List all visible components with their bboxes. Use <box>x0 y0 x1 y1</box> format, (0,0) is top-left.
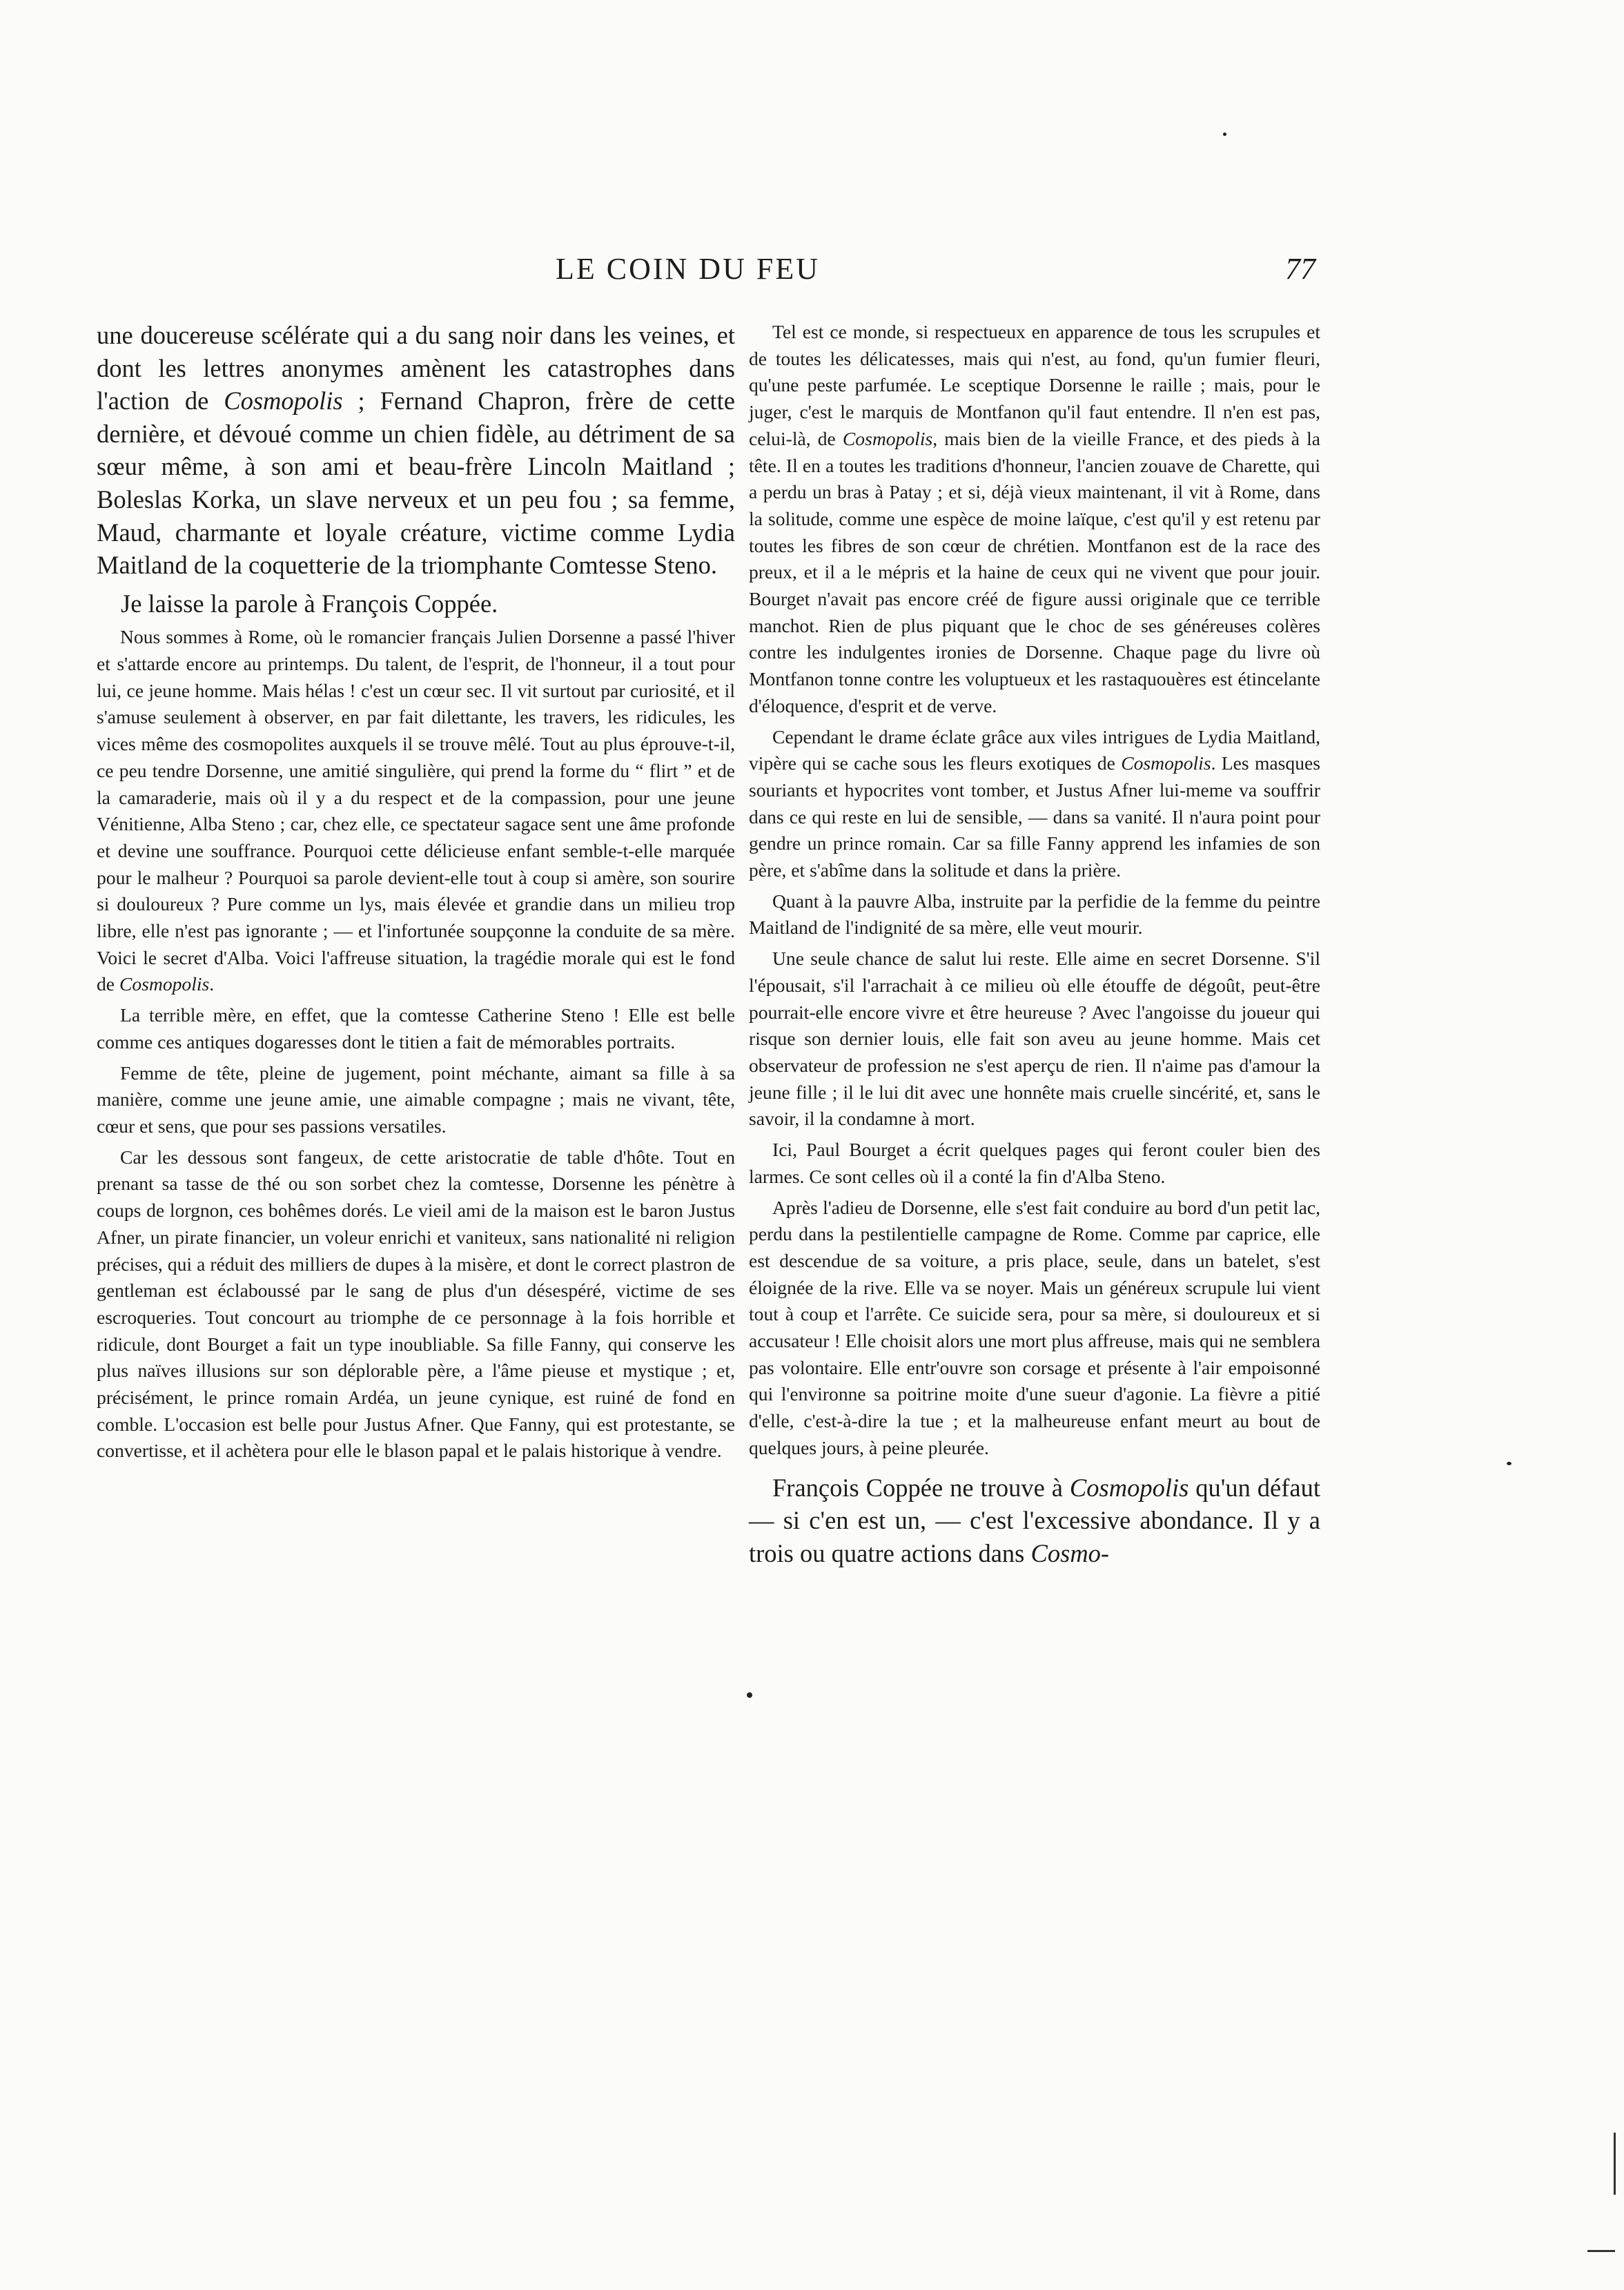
running-title: LE COIN DU FEU <box>556 252 820 286</box>
scan-edge-mark <box>1614 2133 1616 2195</box>
body-paragraph: Une seule chance de salut lui reste. Elle aime en secret Dorsenne. S'il l'épousait, s'il l'arrachait à ce milieu où elle étouffe de dégoût, peut-être pourrait-elle encore vivre et être heureuse ? Avec l'angoisse du joueur qui risque son dernier louis, elle fait son aveu au jeune homme. Mais cet observateur de profession ne s'est aperçu de rien. Il n'aime pas d'amour la jeune fille ; il le lui dit avec une honnête mais cruelle sincérité, et, sans le savoir, il la condamne à mort. <box>749 948 1320 1130</box>
scan-speck <box>1507 1462 1512 1465</box>
body-paragraph: Cependant le drame éclate grâce aux viles intrigues de Lydia Maitland, vipère qui se cache sous les fleurs exotiques de Cosmopolis. Les masques souriants et hypocrites vont tomber, et Justus Afner lui-meme va souffrir dans ce qui reste en lui de sensible, — dans sa vanité. Il n'aura point pour gendre un prince romain. Car sa fille Fanny apprend les infamies de son père, et s'abîme dans la solitude et dans la prière. <box>749 725 1320 881</box>
body-paragraph: Quant à la pauvre Alba, instruite par la perfidie de la femme du peintre Maitland de l'indignité de sa mère, elle veut mourir. <box>749 890 1320 939</box>
closing-lead-paragraph: François Coppée ne trouve à Cosmopolis qu'un défaut — si c'en est un, — c'est l'excessive abondance. Il y a trois ou quatre actions dans Cosmo- <box>749 1473 1321 1567</box>
right-column <box>749 319 1320 1569</box>
body-paragraph: Femme de tête, pleine de jugement, point méchante, aimant sa fille à sa manière, comme une jeune amie, une aimable compagne ; mais ne vivant, tête, cœur et sens, que pour ses passions versatiles. <box>97 1061 735 1137</box>
scan-speck <box>1223 133 1226 136</box>
body-paragraph: La terrible mère, en effet, que la comtesse Catherine Steno ! Elle est belle comme ces antiques dogaresses dont le titien a fait de mémorables portraits. <box>97 1004 735 1053</box>
scan-edge-mark <box>1587 2250 1615 2252</box>
left-column <box>97 319 735 1465</box>
body-paragraph: Après l'adieu de Dorsenne, elle s'est fait conduire au bord d'un petit lac, perdu dans la pestilentielle campagne de Rome. Comme par caprice, elle est descendue de sa voiture, a pris place, seule, dans un batelet, s'est éloignée de la rive. Elle va se noyer. Mais un généreux scrupule lui vient tout à coup et l'arrête. Ce suicide sera, pour sa mère, si douloureux et si accusateur ! Elle choisit alors une mort plus affreuse, mais qui ne semblera pas volontaire. Elle entr'ouvre son corsage et présente à l'air empoisonné qui l'environne sa poitrine moite d'une sueur d'agonie. La fièvre a pitié d'elle, c'est-à-dire la tue ; et la malheureuse enfant meurt au bout de quelques jours, à peine pleurée. <box>749 1196 1320 1458</box>
lead-paragraph: une doucereuse scélérate qui a du sang noir dans les veines, et dont les lettres anonymes amènent les catastrophes dans l'action de Cosmopolis ; Fernand Chapron, frère de cette dernière, et dévoué comme un chien fidèle, au détriment de sa sœur même, à son ami et beau-frère Lincoln Maitland ; Boleslas Korka, un slave nerveux et un peu fou ; sa femme, Maud, charmante et loyale créature, victime comme Lydia Maitland de la coquetterie de la triomphante Comtesse Steno. <box>97 321 735 580</box>
scan-speck <box>747 1692 752 1698</box>
body-paragraph: Tel est ce monde, si respectueux en apparence de tous les scrupules et de toutes les délicatesses, mais qui n'est, au fond, qu'un fumier fleuri, qu'une peste parfumée. Le sceptique Dorsenne le raille ; mais, pour le juger, c'est le marquis de Montfanon qu'il faut entendre. Il n'en est pas, celui-là, de Cosmopolis, mais bien de la vieille France, et des pieds à la tête. Il en a toutes les traditions d'honneur, l'ancien zouave de Charette, qui a perdu un bras à Patay ; et si, déjà vieux maintenant, il vit à Rome, dans la solitude, comme une espèce de moine laïque, c'est qu'il y est retenu par toutes les fibres de son cœur de chrétien. Montfanon est de la race des preux, et il a le mépris et la haine de ceux qui ne vivent que pour jouir. Bourget n'avait pas encore créé de figure aussi originale que ce terrible manchot. Rien de plus piquant que le choc de ses généreuses colères contre les indulgentes ironies de Dorsenne. Chaque page du livre où Montfanon tonne contre les voluptueux et les rastaquouères est étincelante d'éloquence, d'esprit et de verve. <box>749 321 1320 716</box>
body-paragraph: Nous sommes à Rome, où le romancier français Julien Dorsenne a passé l'hiver et s'attarde encore au printemps. Du talent, de l'esprit, de l'honneur, il a tout pour lui, ce jeune homme. Mais hélas ! c'est un cœur sec. Il vit surtout par curiosité, et il s'amuse seulement à observer, en par fait dilettante, les travers, les ridicules, les vices même des cosmopolites auxquels il se trouve mêlé. Tout au plus éprouve-t-il, ce peu tendre Dorsenne, une amitié singulière, qui prend la forme du “ flirt ” et de la camaraderie, mais où il y a du respect et de la compassion, pour une jeune Vénitienne, Alba Steno ; car, chez elle, ce spectateur sagace sent une âme profonde et devine une souffrance. Pourquoi cette délicieuse enfant semble-t-elle marquée pour le malheur ? Pourquoi sa parole devient-elle tout à coup si amère, son sourire si douloureux ? Pure comme un lys, mais élevée et grandie dans un milieu trop libre, elle n'est pas ignorante ; — et l'infortunée soupçonne la conduite de sa mère. Voici le secret d'Alba. Voici l'affreuse situation, la tragédie morale qui est le fond de Cosmopolis. <box>97 626 735 995</box>
body-paragraph: Car les dessous sont fangeux, de cette aristocratie de table d'hôte. Tout en prenant sa tasse de thé ou son sorbet chez la comtesse, Dorsenne les pénètre à coups de lorgnon, ces bohêmes dorés. Le vieil ami de la maison est le baron Justus Afner, un pirate financier, un voleur enrichi et vaniteux, sans nationalité ni religion précises, qui a réduit des milliers de dupes à la misère, et dont le correct plastron de gentleman est éclaboussé par le sang de plus d'un désespéré, victime de ses escroqueries. Tout concourt au triomphe de ce personnage à la fois horrible et ridicule, dont Bourget a fait un type inoubliable. Sa fille Fanny, qui conserve les plus naïves illusions sur son déplorable père, a l'âme pieuse et mystique ; et, précisément, le prince romain Ardéa, un jeune cynique, est ruiné de fond en comble. L'occasion est belle pour Justus Afner. Que Fanny, qui est protestante, se convertisse, et il achètera pour elle le blason papal et le palais historique à vendre. <box>97 1146 735 1462</box>
quote-intro: Je laisse la parole à François Coppée. <box>121 589 498 618</box>
page-number: 77 <box>1285 252 1315 286</box>
body-paragraph: Ici, Paul Bourget a écrit quelques pages qui feront couler bien des larmes. Ce sont celles où il a conté la fin d'Alba Steno. <box>749 1139 1320 1187</box>
running-head <box>0 251 1624 293</box>
